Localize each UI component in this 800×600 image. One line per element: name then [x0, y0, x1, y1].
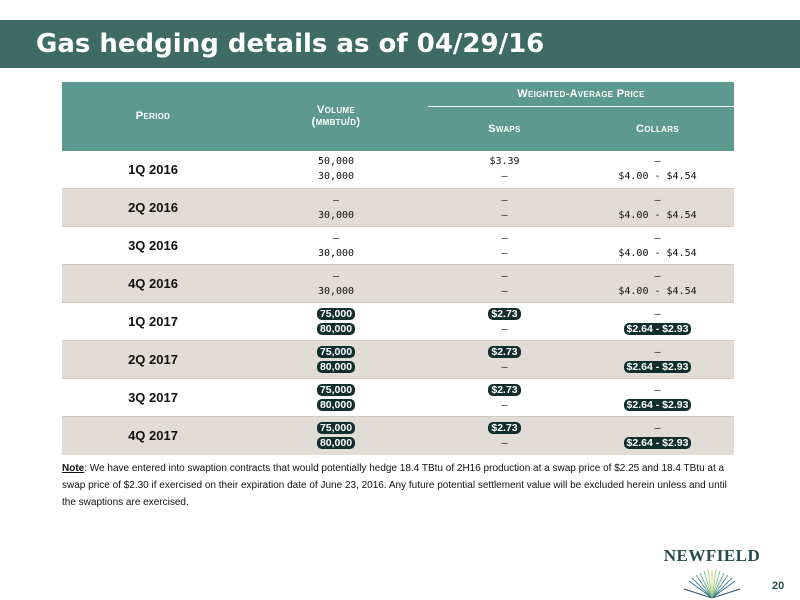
- volume-value: 30,000: [317, 209, 355, 221]
- logo-emblem: [657, 546, 767, 598]
- collars-value-line: [581, 208, 734, 223]
- period-cell: 1Q 2016: [128, 161, 178, 177]
- volume-value-line: [244, 208, 428, 223]
- collars-value: $4.00 - $4.54: [618, 285, 697, 297]
- volume-value: —: [332, 270, 340, 282]
- swaps-value: —: [501, 171, 508, 183]
- swaps-cell: [428, 265, 581, 303]
- table-header: [62, 82, 734, 151]
- volume-value: 80,000: [317, 437, 355, 449]
- volume-value: 50,000: [317, 156, 355, 168]
- collars-value: —: [654, 422, 661, 434]
- swaps-value: —: [501, 209, 508, 221]
- swaps-value-line: [428, 307, 581, 322]
- collars-value: $2.64 - $2.93: [624, 361, 692, 373]
- swaps-value: —: [501, 232, 508, 244]
- volume-value-line: [244, 345, 428, 360]
- swaps-value-line: [428, 246, 581, 261]
- volume-value-line: [244, 284, 428, 299]
- weighted-average-price-header: Weighted-Average Price: [428, 82, 734, 106]
- period-cell: 3Q 2016: [62, 227, 244, 265]
- collars-value-line: [581, 269, 734, 284]
- volume-value-line: [244, 307, 428, 322]
- volume-cell: [244, 303, 428, 341]
- title-bar: [0, 20, 800, 68]
- swaps-cell: [428, 379, 581, 417]
- collars-value-line: [581, 436, 734, 451]
- collars-value: $4.00 - $4.54: [618, 209, 697, 221]
- table-row: [62, 151, 734, 189]
- collars-cell: [581, 265, 734, 303]
- swaps-value-line: [428, 269, 581, 284]
- table-row: [62, 303, 734, 341]
- volume-value-line: [244, 383, 428, 398]
- swaps-value: —: [501, 437, 508, 449]
- hedging-table-container: [62, 82, 734, 455]
- collars-value: $4.00 - $4.54: [618, 247, 697, 259]
- collars-value: —: [654, 346, 661, 358]
- footnote-text: : We have entered into swaption contracts that would potentially hedge 18.4 TBtu of 2H16 production at a swap price of $2.25 and 18.4 TBtu at a swap price of $2.30 if exercised on their expiration date of June 23, 2016. Any future potential settlement value will be excluded herein unless and until the swaptions are exercised.: [62, 463, 727, 508]
- collars-value: —: [654, 270, 661, 282]
- swaps-value: —: [501, 399, 508, 411]
- swaps-value: —: [501, 247, 508, 259]
- swaps-value-line: [428, 169, 581, 184]
- collars-cell: [581, 379, 734, 417]
- hedging-table: [62, 82, 734, 455]
- swaps-value: $2.73: [488, 308, 520, 320]
- swaps-value: $2.73: [488, 422, 520, 434]
- period-cell: 4Q 2016: [62, 265, 244, 303]
- volume-cell: [244, 227, 428, 265]
- volume-value: 75,000: [317, 346, 355, 358]
- swaps-value-line: [428, 193, 581, 208]
- swaps-value: $2.73: [488, 384, 520, 396]
- logo-text: NEWFIELD: [663, 546, 761, 565]
- volume-value-line: [244, 398, 428, 413]
- collars-value-line: [581, 307, 734, 322]
- volume-cell: [244, 379, 428, 417]
- collars-cell: [581, 341, 734, 379]
- volume-value: 30,000: [317, 285, 355, 297]
- volume-value: —: [332, 194, 340, 206]
- volume-cell: [244, 265, 428, 303]
- swaps-value-line: [428, 436, 581, 451]
- page-title: Gas hedging details as of 04/29/16: [36, 29, 545, 59]
- table-body: [62, 151, 734, 455]
- period-cell: 4Q 2017: [62, 417, 244, 455]
- collars-cell: [581, 417, 734, 455]
- swaps-cell: [428, 227, 581, 265]
- page-number: 20: [772, 580, 785, 592]
- volume-value-line: [244, 322, 428, 337]
- volume-value-line: [244, 269, 428, 284]
- table-row: [62, 379, 734, 417]
- swaps-value-line: [428, 360, 581, 375]
- table-row: [62, 417, 734, 455]
- swaps-cell: [428, 189, 581, 227]
- collars-cell: [581, 303, 734, 341]
- swaps-value: —: [501, 361, 508, 373]
- volume-value: 30,000: [317, 247, 355, 259]
- volume-value-line: [244, 421, 428, 436]
- collars-cell: [581, 151, 734, 189]
- volume-value: —: [332, 232, 340, 244]
- swaps-value: —: [501, 323, 508, 335]
- collars-value-line: [581, 169, 734, 184]
- volume-value-line: [244, 154, 428, 169]
- volume-value: 30,000: [317, 171, 355, 183]
- swaps-value: $3.39: [489, 156, 520, 168]
- swaps-value-line: [428, 421, 581, 436]
- volume-value-line: [244, 231, 428, 246]
- collars-value: —: [654, 232, 661, 244]
- period-cell: 3Q 2017: [62, 379, 244, 417]
- collars-value-line: [581, 231, 734, 246]
- volume-value: 75,000: [317, 308, 355, 320]
- volume-cell: [244, 341, 428, 379]
- swaps-cell: [428, 151, 581, 189]
- collars-value: —: [654, 308, 661, 320]
- volume-header-line1: Volume: [316, 104, 356, 117]
- volume-value: 75,000: [317, 422, 355, 434]
- collars-value-line: [581, 345, 734, 360]
- table-row: [62, 227, 734, 265]
- period-cell: 2Q 2017: [62, 341, 244, 379]
- collars-value-line: [581, 322, 734, 337]
- collars-value: $4.00 - $4.54: [618, 171, 697, 183]
- volume-value-line: [244, 169, 428, 184]
- volume-cell: [244, 189, 428, 227]
- swaps-cell: [428, 341, 581, 379]
- collars-cell: [581, 227, 734, 265]
- collars-value-line: [581, 398, 734, 413]
- volume-value-line: [244, 436, 428, 451]
- period-cell: 2Q 2016: [62, 189, 244, 227]
- collars-value: —: [654, 384, 661, 396]
- swaps-value-line: [428, 345, 581, 360]
- period-cell: 1Q 2017: [62, 303, 244, 341]
- swaps-cell: [428, 303, 581, 341]
- volume-value-line: [244, 193, 428, 208]
- volume-header-line2: (mmbtu/d): [311, 116, 361, 129]
- swaps-value-line: [428, 284, 581, 299]
- table-row: [62, 265, 734, 303]
- collars-value-line: [581, 360, 734, 375]
- volume-value: 80,000: [317, 399, 355, 411]
- collars-header: Collars: [581, 106, 734, 151]
- footnote: [62, 460, 732, 511]
- swaps-value: —: [501, 194, 508, 206]
- collars-value: —: [654, 156, 661, 168]
- swaps-value: —: [501, 285, 508, 297]
- volume-header: [244, 82, 428, 151]
- collars-value-line: [581, 193, 734, 208]
- swaps-value-line: [428, 398, 581, 413]
- table-row: [62, 341, 734, 379]
- table-row: [62, 189, 734, 227]
- collars-value: $2.64 - $2.93: [624, 323, 692, 335]
- volume-cell: [244, 151, 428, 189]
- swaps-value-line: [428, 154, 581, 169]
- volume-value: 80,000: [317, 361, 355, 373]
- swaps-value-line: [428, 322, 581, 337]
- collars-value-line: [581, 383, 734, 398]
- collars-value: —: [654, 194, 661, 206]
- swaps-value-line: [428, 208, 581, 223]
- swaps-value: $2.73: [488, 346, 520, 358]
- swaps-value: —: [501, 270, 508, 282]
- volume-value: 80,000: [317, 323, 355, 335]
- swaps-value-line: [428, 383, 581, 398]
- newfield-logo: [657, 546, 767, 598]
- period-header: Period: [62, 82, 244, 151]
- volume-value: 75,000: [317, 384, 355, 396]
- collars-value-line: [581, 154, 734, 169]
- collars-value: $2.64 - $2.93: [624, 399, 692, 411]
- collars-value-line: [581, 284, 734, 299]
- swaps-cell: [428, 417, 581, 455]
- swaps-header: Swaps: [428, 106, 581, 151]
- collars-value-line: [581, 246, 734, 261]
- volume-value-line: [244, 360, 428, 375]
- footnote-label: Note: [62, 463, 85, 474]
- collars-value: $2.64 - $2.93: [624, 437, 692, 449]
- collars-cell: [581, 189, 734, 227]
- volume-value-line: [244, 246, 428, 261]
- volume-cell: [244, 417, 428, 455]
- collars-value-line: [581, 421, 734, 436]
- swaps-value-line: [428, 231, 581, 246]
